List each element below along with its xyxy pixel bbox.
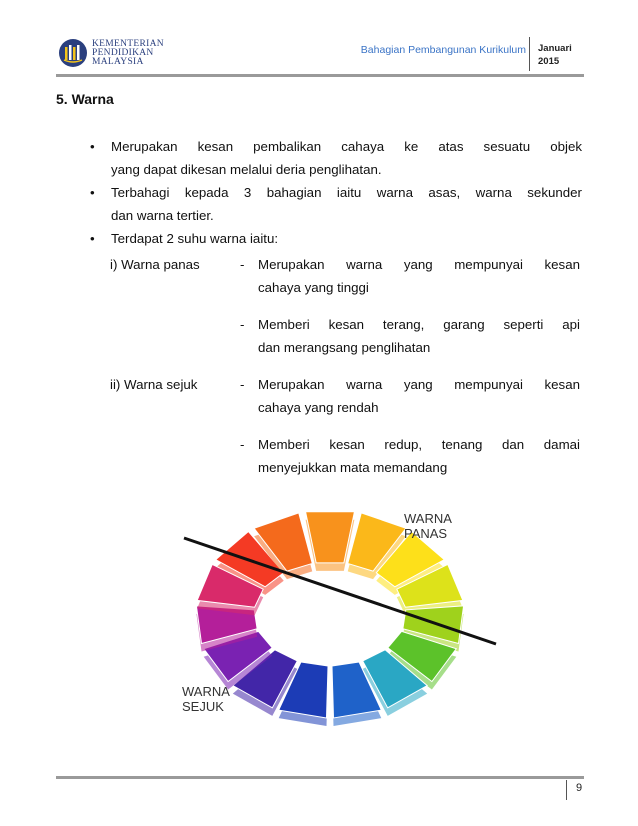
date-month: Januari	[538, 43, 572, 54]
page-number: 9	[576, 782, 583, 794]
type-label: i) Warna panas	[110, 257, 200, 272]
bullet-item	[92, 181, 582, 227]
warm-label-line-1: WARNA	[404, 511, 452, 526]
header-divider	[529, 37, 530, 71]
header-date	[538, 42, 572, 68]
type-description	[258, 253, 580, 299]
wheel-segment	[306, 512, 355, 563]
dash-marker: -	[240, 377, 245, 392]
type-row	[110, 433, 580, 493]
cool-label-line-1: WARNA	[182, 684, 230, 699]
type-label: ii) Warna sejuk	[110, 377, 198, 392]
logo-line-3: MALAYSIA	[92, 57, 144, 67]
date-year: 2015	[538, 56, 560, 67]
footer-rule	[56, 776, 584, 779]
logo-line-1: KEMENTERIAN	[92, 39, 164, 49]
bullet-text-line: Terdapat 2 suhu warna iaitu:	[111, 231, 279, 246]
bullet-text-line: yang dapat dikesan melalui deria penglihatan.	[111, 162, 382, 177]
ministry-logo	[58, 38, 218, 68]
description-line: menyejukkan mata memandang	[258, 460, 448, 475]
description-line: cahaya yang tinggi	[258, 280, 369, 295]
bullet-item	[92, 135, 582, 181]
dash-marker: -	[240, 257, 245, 272]
description-line: Merupakan warna yang mempunyai kesan	[258, 257, 580, 272]
cool-label-line-2: SEJUK	[182, 699, 224, 714]
description-line: Memberi kesan redup, tenang dan damai	[258, 437, 580, 452]
dash-marker: -	[240, 317, 245, 332]
warm-label-line-2: PANAS	[404, 526, 448, 541]
description-line: Memberi kesan terang, garang seperti api	[258, 317, 580, 332]
description-line: Merupakan warna yang mempunyai kesan	[258, 377, 580, 392]
type-row	[110, 373, 580, 433]
page-header	[0, 0, 638, 80]
color-wheel-figure	[178, 496, 498, 734]
bullet-text-line: Merupakan kesan pembalikan cahaya ke atas sesuatu objek	[111, 139, 582, 154]
bullet-dot-icon: •	[90, 139, 95, 154]
section-title: 5. Warna	[56, 91, 114, 107]
ministry-emblem-icon	[58, 38, 88, 68]
type-description	[258, 373, 580, 419]
type-description	[258, 313, 580, 359]
department-name: Bahagian Pembangunan Kurikulum	[360, 44, 526, 56]
type-row	[110, 253, 580, 313]
footer-divider	[566, 780, 567, 800]
bullet-dot-icon: •	[90, 231, 95, 246]
bullet-text-line: Terbahagi kepada 3 bahagian iaitu warna asas, warna sekunder	[111, 185, 582, 200]
logo-line-2: PENDIDIKAN	[92, 48, 154, 58]
bullet-text-line: dan warna tertier.	[111, 208, 214, 223]
description-line: cahaya yang rendah	[258, 400, 379, 415]
header-rule	[56, 74, 584, 77]
bullet-list	[92, 135, 582, 250]
description-line: dan merangsang penglihatan	[258, 340, 431, 355]
type-description	[258, 433, 580, 479]
bullet-item	[92, 227, 582, 250]
dash-marker: -	[240, 437, 245, 452]
color-temperature-list	[110, 253, 580, 493]
ministry-name	[92, 40, 164, 67]
bullet-dot-icon: •	[90, 185, 95, 200]
type-row	[110, 313, 580, 373]
